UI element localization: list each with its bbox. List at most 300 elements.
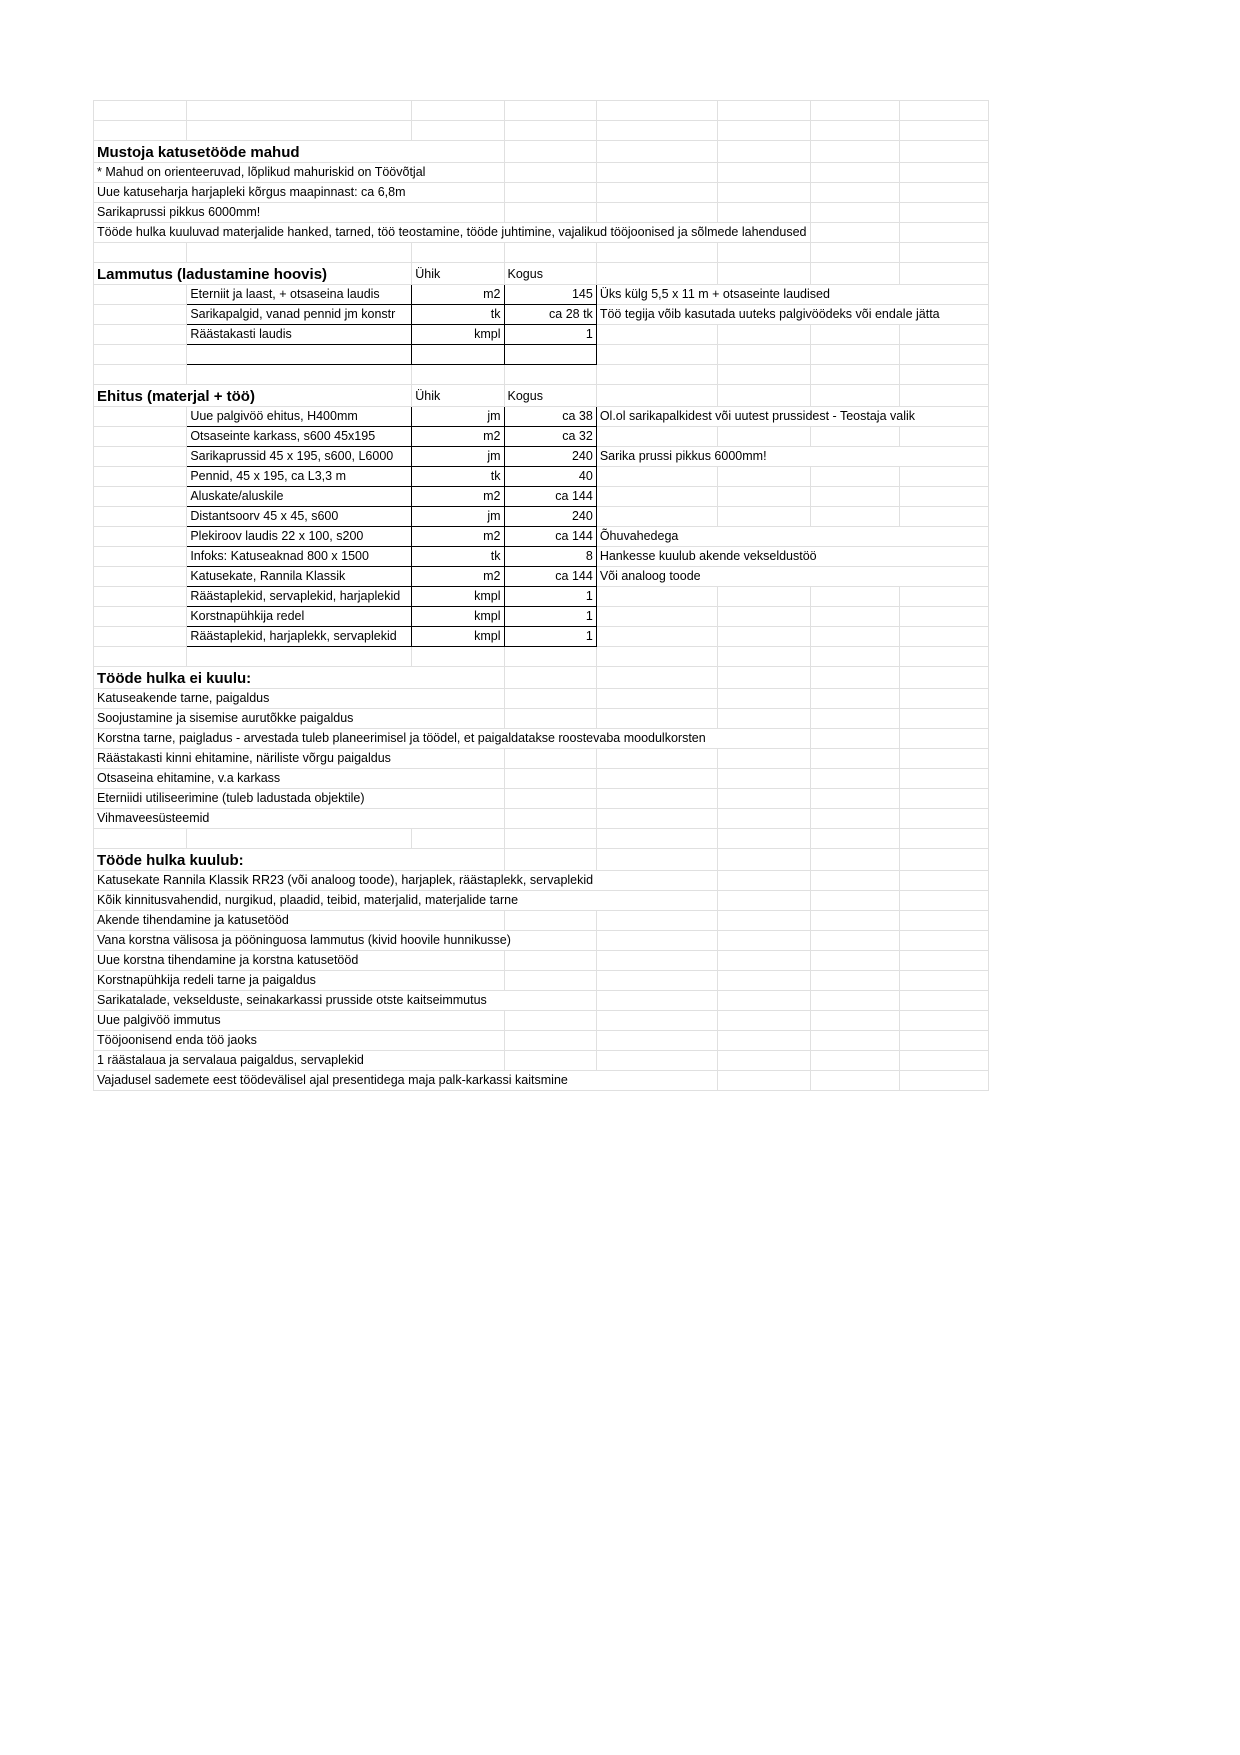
item-quantity[interactable]: ca 144 [504,487,596,507]
empty-cell[interactable] [810,769,899,789]
empty-cell[interactable] [94,627,187,647]
empty-cell[interactable] [899,809,988,829]
empty-cell[interactable] [504,849,596,871]
empty-cell[interactable] [899,385,988,407]
list-item-text[interactable]: Räästakasti kinni ehitamine, näriliste võrgu paigaldus [94,749,505,769]
empty-cell[interactable] [899,849,988,871]
empty-cell[interactable] [504,951,596,971]
empty-cell[interactable] [810,223,899,243]
list-item-text[interactable]: Akende tihendamine ja katusetööd [94,911,505,931]
empty-cell[interactable] [718,587,810,607]
empty-cell[interactable] [504,141,596,163]
empty-cell[interactable] [899,1031,988,1051]
empty-cell[interactable] [504,789,596,809]
item-comment[interactable]: Sarika prussi pikkus 6000mm! [596,447,988,467]
empty-cell[interactable] [718,141,810,163]
empty-cell[interactable] [718,203,810,223]
empty-cell[interactable] [810,121,899,141]
empty-cell[interactable] [899,587,988,607]
empty-cell[interactable] [899,365,988,385]
empty-cell[interactable] [94,507,187,527]
empty-cell[interactable] [810,183,899,203]
item-unit[interactable]: jm [412,407,504,427]
empty-cell[interactable] [504,1051,596,1071]
empty-cell[interactable] [899,163,988,183]
empty-cell[interactable] [718,971,810,991]
empty-cell[interactable] [504,911,596,931]
empty-cell[interactable] [504,345,596,365]
empty-cell[interactable] [504,647,596,667]
section-heading-demolition[interactable]: Lammutus (ladustamine hoovis) [94,263,412,285]
empty-cell[interactable] [412,365,504,385]
empty-cell[interactable] [596,971,717,991]
empty-cell[interactable] [94,647,187,667]
item-unit[interactable]: tk [412,467,504,487]
empty-cell[interactable] [94,487,187,507]
empty-cell[interactable] [810,931,899,951]
empty-cell[interactable] [718,931,810,951]
empty-cell[interactable] [596,689,717,709]
item-unit[interactable]: tk [412,547,504,567]
item-name[interactable]: Korstnapühkija redel [187,607,412,627]
section-heading-construction[interactable]: Ehitus (materjal + töö) [94,385,412,407]
empty-cell[interactable] [718,345,810,365]
empty-cell[interactable] [504,365,596,385]
empty-cell[interactable] [810,729,899,749]
item-name[interactable]: Eterniit ja laast, + otsaseina laudis [187,285,412,305]
empty-cell[interactable] [899,467,988,487]
empty-cell[interactable] [187,365,412,385]
empty-cell[interactable] [596,487,717,507]
empty-cell[interactable] [810,607,899,627]
empty-cell[interactable] [596,647,717,667]
empty-cell[interactable] [810,1011,899,1031]
empty-cell[interactable] [94,527,187,547]
section-heading-included[interactable]: Tööde hulka kuulub: [94,849,505,871]
empty-cell[interactable] [94,587,187,607]
empty-cell[interactable] [504,971,596,991]
empty-cell[interactable] [504,243,596,263]
empty-cell[interactable] [899,627,988,647]
list-item-text[interactable]: Vana korstna välisosa ja pööninguosa lammutus (kivid hoovile hunnikusse) [94,931,597,951]
item-comment[interactable]: Hankesse kuulub akende vekseldustöö [596,547,988,567]
empty-cell[interactable] [94,101,187,121]
empty-cell[interactable] [810,829,899,849]
empty-cell[interactable] [899,667,988,689]
empty-cell[interactable] [187,345,412,365]
list-item-text[interactable]: Katusekate Rannila Klassik RR23 (või analoog toode), harjaplek, räästaplekk, servaplekid [94,871,718,891]
item-quantity[interactable]: ca 144 [504,527,596,547]
empty-cell[interactable] [718,849,810,871]
empty-cell[interactable] [718,769,810,789]
empty-cell[interactable] [596,951,717,971]
empty-cell[interactable] [94,345,187,365]
empty-cell[interactable] [899,345,988,365]
item-name[interactable]: Otsaseinte karkass, s600 45x195 [187,427,412,447]
empty-cell[interactable] [899,689,988,709]
empty-cell[interactable] [810,991,899,1011]
empty-cell[interactable] [94,447,187,467]
empty-cell[interactable] [596,749,717,769]
empty-cell[interactable] [596,667,717,689]
empty-cell[interactable] [596,911,717,931]
empty-cell[interactable] [810,709,899,729]
unit-column-header[interactable]: Ühik [412,263,504,285]
empty-cell[interactable] [596,991,717,1011]
empty-cell[interactable] [504,183,596,203]
empty-cell[interactable] [94,607,187,627]
empty-cell[interactable] [899,1011,988,1031]
empty-cell[interactable] [810,1031,899,1051]
empty-cell[interactable] [504,689,596,709]
item-name[interactable]: Pennid, 45 x 195, ca L3,3 m [187,467,412,487]
empty-cell[interactable] [187,121,412,141]
empty-cell[interactable] [718,487,810,507]
empty-cell[interactable] [596,1051,717,1071]
empty-cell[interactable] [504,203,596,223]
empty-cell[interactable] [596,263,717,285]
item-name[interactable]: Uue palgivöö ehitus, H400mm [187,407,412,427]
note-text[interactable]: Uue katuseharja harjapleki kõrgus maapinnast: ca 6,8m [94,183,505,203]
empty-cell[interactable] [718,243,810,263]
item-quantity[interactable]: 1 [504,325,596,345]
empty-cell[interactable] [412,829,504,849]
empty-cell[interactable] [504,1011,596,1031]
empty-cell[interactable] [899,749,988,769]
empty-cell[interactable] [412,243,504,263]
empty-cell[interactable] [718,607,810,627]
empty-cell[interactable] [810,263,899,285]
empty-cell[interactable] [810,891,899,911]
empty-cell[interactable] [596,507,717,527]
item-name[interactable]: Aluskate/aluskile [187,487,412,507]
empty-cell[interactable] [718,891,810,911]
empty-cell[interactable] [504,709,596,729]
item-unit[interactable]: jm [412,507,504,527]
list-item-text[interactable]: Katuseakende tarne, paigaldus [94,689,505,709]
empty-cell[interactable] [718,829,810,849]
empty-cell[interactable] [718,467,810,487]
empty-cell[interactable] [596,183,717,203]
item-quantity[interactable]: 240 [504,447,596,467]
empty-cell[interactable] [810,487,899,507]
empty-cell[interactable] [504,121,596,141]
empty-cell[interactable] [412,647,504,667]
empty-cell[interactable] [596,1031,717,1051]
empty-cell[interactable] [596,587,717,607]
empty-cell[interactable] [187,101,412,121]
item-unit[interactable]: kmpl [412,587,504,607]
empty-cell[interactable] [810,203,899,223]
empty-cell[interactable] [718,427,810,447]
empty-cell[interactable] [718,121,810,141]
quantity-column-header[interactable]: Kogus [504,385,596,407]
item-unit[interactable]: kmpl [412,325,504,345]
empty-cell[interactable] [718,365,810,385]
empty-cell[interactable] [810,1071,899,1091]
empty-cell[interactable] [718,507,810,527]
empty-cell[interactable] [810,911,899,931]
list-item-text[interactable]: Sarikatalade, vekselduste, seinakarkassi prusside otste kaitseimmutus [94,991,597,1011]
empty-cell[interactable] [596,607,717,627]
empty-cell[interactable] [899,487,988,507]
empty-cell[interactable] [718,709,810,729]
empty-cell[interactable] [810,587,899,607]
empty-cell[interactable] [899,183,988,203]
item-unit[interactable]: jm [412,447,504,467]
empty-cell[interactable] [94,547,187,567]
empty-cell[interactable] [899,729,988,749]
item-comment[interactable]: Õhuvahedega [596,527,988,547]
item-quantity[interactable]: ca 32 [504,427,596,447]
page-title[interactable]: Mustoja katusetööde mahud [94,141,505,163]
empty-cell[interactable] [810,689,899,709]
empty-cell[interactable] [94,325,187,345]
empty-cell[interactable] [718,809,810,829]
note-text[interactable]: Tööde hulka kuuluvad materjalide hanked, tarned, töö teostamine, tööde juhtimine, vajalikud tööjoonised ja sõlmede lahendused [94,223,811,243]
empty-cell[interactable] [718,385,810,407]
empty-cell[interactable] [810,345,899,365]
empty-cell[interactable] [718,647,810,667]
empty-cell[interactable] [718,1071,810,1091]
empty-cell[interactable] [810,365,899,385]
note-text[interactable]: Sarikaprussi pikkus 6000mm! [94,203,505,223]
empty-cell[interactable] [899,829,988,849]
list-item-text[interactable]: 1 räästalaua ja servalaua paigaldus, servaplekid [94,1051,505,1071]
list-item-text[interactable]: Soojustamine ja sisemise aurutõkke paigaldus [94,709,505,729]
empty-cell[interactable] [596,385,717,407]
item-quantity[interactable]: ca 144 [504,567,596,587]
empty-cell[interactable] [504,769,596,789]
empty-cell[interactable] [596,829,717,849]
empty-cell[interactable] [187,243,412,263]
empty-cell[interactable] [94,567,187,587]
empty-cell[interactable] [899,427,988,447]
item-unit[interactable]: kmpl [412,607,504,627]
empty-cell[interactable] [596,141,717,163]
empty-cell[interactable] [718,627,810,647]
empty-cell[interactable] [899,891,988,911]
empty-cell[interactable] [718,667,810,689]
quantity-column-header[interactable]: Kogus [504,263,596,285]
empty-cell[interactable] [718,951,810,971]
empty-cell[interactable] [718,689,810,709]
empty-cell[interactable] [596,345,717,365]
empty-cell[interactable] [810,163,899,183]
item-quantity[interactable]: ca 28 tk [504,305,596,325]
empty-cell[interactable] [899,911,988,931]
item-name[interactable]: Distantsoorv 45 x 45, s600 [187,507,412,527]
empty-cell[interactable] [810,243,899,263]
empty-cell[interactable] [810,507,899,527]
item-comment[interactable]: Töö tegija võib kasutada uuteks palgivöödeks või endale jätta [596,305,988,325]
empty-cell[interactable] [899,971,988,991]
empty-cell[interactable] [810,951,899,971]
empty-cell[interactable] [94,285,187,305]
empty-cell[interactable] [596,849,717,871]
empty-cell[interactable] [718,163,810,183]
empty-cell[interactable] [810,325,899,345]
empty-cell[interactable] [596,467,717,487]
empty-cell[interactable] [718,749,810,769]
empty-cell[interactable] [94,467,187,487]
item-unit[interactable]: m2 [412,427,504,447]
item-quantity[interactable]: 240 [504,507,596,527]
empty-cell[interactable] [94,829,187,849]
item-name[interactable]: Räästaplekid, harjaplekk, servaplekid [187,627,412,647]
item-name[interactable]: Infoks: Katuseaknad 800 x 1500 [187,547,412,567]
item-quantity[interactable]: 1 [504,627,596,647]
item-quantity[interactable]: 1 [504,587,596,607]
empty-cell[interactable] [504,163,596,183]
empty-cell[interactable] [94,121,187,141]
empty-cell[interactable] [810,627,899,647]
empty-cell[interactable] [94,427,187,447]
empty-cell[interactable] [810,971,899,991]
empty-cell[interactable] [718,183,810,203]
list-item-text[interactable]: Otsaseina ehitamine, v.a karkass [94,769,505,789]
empty-cell[interactable] [810,667,899,689]
item-unit[interactable]: m2 [412,527,504,547]
empty-cell[interactable] [187,829,412,849]
item-quantity[interactable]: 1 [504,607,596,627]
empty-cell[interactable] [810,809,899,829]
empty-cell[interactable] [899,141,988,163]
empty-cell[interactable] [810,1051,899,1071]
empty-cell[interactable] [718,991,810,1011]
empty-cell[interactable] [899,1071,988,1091]
list-item-text[interactable]: Tööjoonisend enda töö jaoks [94,1031,505,1051]
empty-cell[interactable] [810,871,899,891]
empty-cell[interactable] [596,769,717,789]
empty-cell[interactable] [94,243,187,263]
empty-cell[interactable] [899,243,988,263]
empty-cell[interactable] [412,121,504,141]
item-name[interactable]: Katusekate, Rannila Klassik [187,567,412,587]
section-heading-excluded[interactable]: Tööde hulka ei kuulu: [94,667,505,689]
empty-cell[interactable] [810,849,899,871]
empty-cell[interactable] [899,101,988,121]
empty-cell[interactable] [596,203,717,223]
item-name[interactable]: Plekiroov laudis 22 x 100, s200 [187,527,412,547]
empty-cell[interactable] [596,365,717,385]
empty-cell[interactable] [596,243,717,263]
empty-cell[interactable] [504,1031,596,1051]
empty-cell[interactable] [504,667,596,689]
empty-cell[interactable] [596,627,717,647]
note-text[interactable]: * Mahud on orienteeruvad, lõplikud mahuriskid on Töövõtjal [94,163,505,183]
list-item-text[interactable]: Vajadusel sademete eest töödevälisel ajal presentidega maja palk-karkassi kaitsmine [94,1071,718,1091]
empty-cell[interactable] [810,647,899,667]
empty-cell[interactable] [899,951,988,971]
empty-cell[interactable] [899,647,988,667]
empty-cell[interactable] [718,1011,810,1031]
empty-cell[interactable] [899,203,988,223]
empty-cell[interactable] [899,507,988,527]
item-unit[interactable]: m2 [412,567,504,587]
list-item-text[interactable]: Korstna tarne, paigladus - arvestada tuleb planeerimisel ja töödel, et paigaldatakse roostevaba moodulkorsten [94,729,811,749]
empty-cell[interactable] [596,121,717,141]
list-item-text[interactable]: Uue korstna tihendamine ja korstna katusetööd [94,951,505,971]
empty-cell[interactable] [504,749,596,769]
empty-cell[interactable] [94,305,187,325]
empty-cell[interactable] [810,385,899,407]
empty-cell[interactable] [596,809,717,829]
empty-cell[interactable] [899,991,988,1011]
item-name[interactable]: Räästaplekid, servaplekid, harjaplekid [187,587,412,607]
empty-cell[interactable] [504,829,596,849]
item-unit[interactable]: tk [412,305,504,325]
empty-cell[interactable] [504,101,596,121]
empty-cell[interactable] [596,1011,717,1031]
empty-cell[interactable] [810,101,899,121]
item-comment[interactable]: Ol.ol sarikapalkidest või uutest prussidest - Teostaja valik [596,407,988,427]
item-comment[interactable]: Üks külg 5,5 x 11 m + otsaseinte laudised [596,285,988,305]
empty-cell[interactable] [899,931,988,951]
empty-cell[interactable] [810,789,899,809]
empty-cell[interactable] [718,325,810,345]
empty-cell[interactable] [899,769,988,789]
list-item-text[interactable]: Vihmaveesüsteemid [94,809,505,829]
empty-cell[interactable] [899,709,988,729]
empty-cell[interactable] [596,163,717,183]
empty-cell[interactable] [94,407,187,427]
item-quantity[interactable]: ca 38 [504,407,596,427]
empty-cell[interactable] [718,1051,810,1071]
empty-cell[interactable] [596,101,717,121]
empty-cell[interactable] [718,263,810,285]
empty-cell[interactable] [899,325,988,345]
empty-cell[interactable] [810,467,899,487]
empty-cell[interactable] [810,141,899,163]
empty-cell[interactable] [596,325,717,345]
item-quantity[interactable]: 40 [504,467,596,487]
item-name[interactable]: Sarikapalgid, vanad pennid jm konstr [187,305,412,325]
empty-cell[interactable] [718,911,810,931]
item-name[interactable]: Räästakasti laudis [187,325,412,345]
item-unit[interactable]: m2 [412,285,504,305]
item-comment[interactable]: Või analoog toode [596,567,988,587]
unit-column-header[interactable]: Ühik [412,385,504,407]
item-unit[interactable]: m2 [412,487,504,507]
empty-cell[interactable] [810,749,899,769]
empty-cell[interactable] [94,365,187,385]
empty-cell[interactable] [899,607,988,627]
empty-cell[interactable] [810,427,899,447]
item-quantity[interactable]: 145 [504,285,596,305]
list-item-text[interactable]: Eterniidi utiliseerimine (tuleb ladustada objektile) [94,789,505,809]
empty-cell[interactable] [412,345,504,365]
empty-cell[interactable] [596,931,717,951]
item-quantity[interactable]: 8 [504,547,596,567]
empty-cell[interactable] [899,1051,988,1071]
list-item-text[interactable]: Uue palgivöö immutus [94,1011,505,1031]
empty-cell[interactable] [899,223,988,243]
empty-cell[interactable] [187,647,412,667]
empty-cell[interactable] [504,809,596,829]
empty-cell[interactable] [899,789,988,809]
item-name[interactable]: Sarikaprussid 45 x 195, s600, L6000 [187,447,412,467]
empty-cell[interactable] [718,871,810,891]
empty-cell[interactable] [718,101,810,121]
empty-cell[interactable] [718,1031,810,1051]
empty-cell[interactable] [899,263,988,285]
list-item-text[interactable]: Korstnapühkija redeli tarne ja paigaldus [94,971,505,991]
empty-cell[interactable] [596,709,717,729]
empty-cell[interactable] [899,121,988,141]
item-unit[interactable]: kmpl [412,627,504,647]
empty-cell[interactable] [718,789,810,809]
